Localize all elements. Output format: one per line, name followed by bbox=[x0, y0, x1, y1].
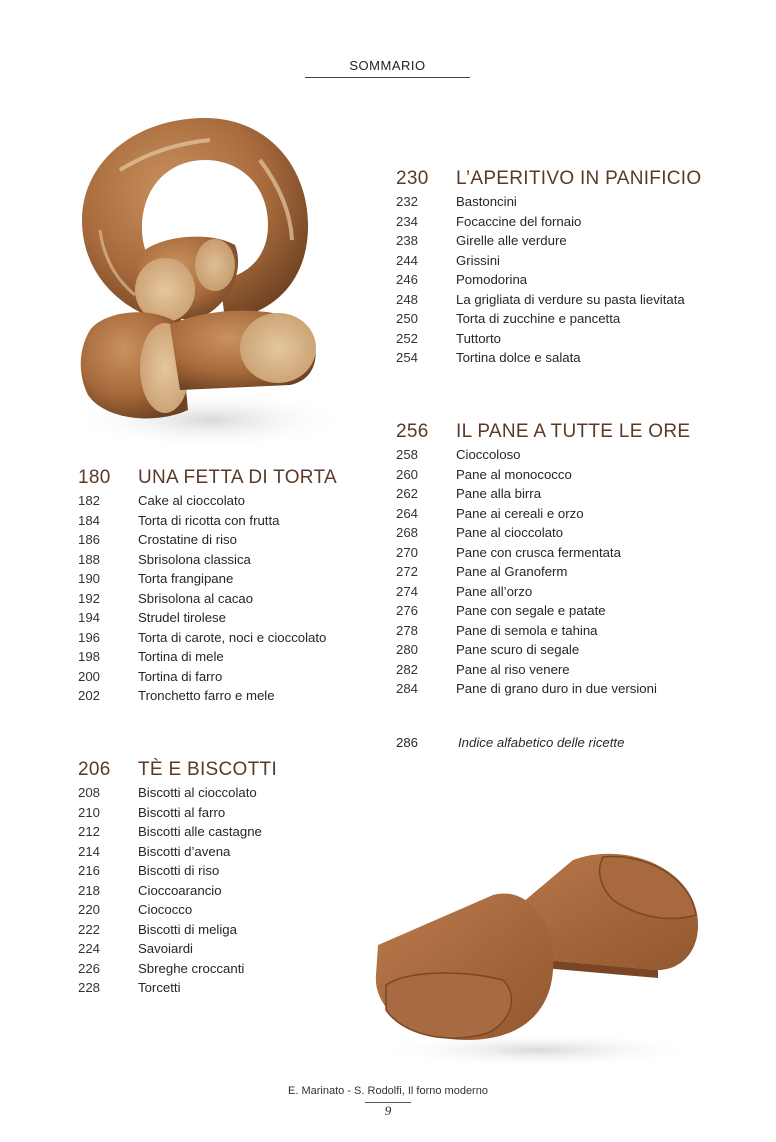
toc-page-number: 270 bbox=[396, 544, 419, 560]
toc-page-number: 246 bbox=[396, 272, 419, 287]
toc-title: Biscotti di riso bbox=[138, 863, 220, 878]
toc-title: Sbrisolona al cacao bbox=[138, 590, 254, 606]
toc-page-number: 280 bbox=[396, 642, 419, 657]
toc-entry bbox=[78, 647, 337, 667]
toc-title: Pane ai cereali e orzo bbox=[456, 505, 584, 521]
toc-title: Biscotti d’avena bbox=[138, 843, 231, 859]
toc-entry bbox=[396, 465, 690, 485]
page-number: 9 bbox=[384, 1103, 392, 1118]
toc-page-number: 284 bbox=[396, 681, 419, 696]
toc-page-number: 186 bbox=[78, 532, 101, 547]
toc-entry bbox=[78, 686, 337, 706]
section-page-number: 230 bbox=[396, 168, 429, 189]
toc-entry bbox=[396, 562, 690, 582]
toc-entry bbox=[78, 978, 277, 998]
toc-title: Biscotti alle castagne bbox=[138, 824, 262, 839]
toc-title: Strudel tirolese bbox=[138, 610, 226, 625]
toc-entry bbox=[396, 543, 690, 563]
toc-page-number: 272 bbox=[396, 564, 419, 579]
toc-page-number: 212 bbox=[78, 824, 101, 839]
toc-page-number: 216 bbox=[78, 863, 101, 878]
toc-title: Cioccoarancio bbox=[138, 882, 222, 898]
toc-page-number: 222 bbox=[78, 921, 101, 937]
toc-entry bbox=[78, 920, 277, 940]
toc-title: Ciococco bbox=[138, 902, 193, 917]
toc-entry bbox=[396, 660, 690, 680]
toc-page-number: 190 bbox=[78, 571, 101, 586]
toc-title: Focaccine del fornaio bbox=[456, 213, 582, 229]
toc-page-number: 198 bbox=[78, 649, 101, 664]
section-aperitivo-in-panificio bbox=[396, 168, 701, 368]
toc-entry bbox=[396, 290, 701, 310]
toc-entry bbox=[78, 959, 277, 979]
toc-page-number: 184 bbox=[78, 512, 101, 528]
index-page-number: 286 bbox=[396, 735, 419, 750]
toc-title: Sbrisolona classica bbox=[138, 551, 251, 567]
section-title: UNA FETTA DI TORTA bbox=[138, 467, 337, 488]
toc-page-number: 248 bbox=[396, 291, 419, 307]
toc-title: Savoiardi bbox=[138, 941, 193, 956]
footer-credit: E. Marinato - S. Rodolfi, Il forno moderno bbox=[288, 1085, 488, 1097]
toc-entry bbox=[78, 511, 337, 531]
toc-title: Cake al cioccolato bbox=[138, 493, 246, 508]
toc-page-number: 196 bbox=[78, 629, 101, 645]
toc-page-number: 268 bbox=[396, 525, 419, 540]
toc-page-number: 214 bbox=[78, 843, 101, 859]
toc-title: Crostatine di riso bbox=[138, 532, 237, 547]
toc-page-number: 182 bbox=[78, 493, 101, 508]
toc-entry bbox=[78, 881, 277, 901]
index-title: Indice alfabetico delle ricette bbox=[458, 735, 625, 750]
toc-title: Grissini bbox=[456, 252, 500, 268]
toc-page-number: 234 bbox=[396, 213, 419, 229]
section-heading bbox=[78, 759, 277, 781]
toc-title: Pane al monococco bbox=[456, 466, 572, 482]
toc-page-number: 188 bbox=[78, 551, 101, 567]
toc-page-number: 238 bbox=[396, 233, 419, 248]
toc-entry bbox=[396, 679, 690, 699]
section-heading bbox=[78, 467, 337, 489]
toc-title: Pane con segale e patate bbox=[456, 603, 606, 618]
toc-page-number: 276 bbox=[396, 603, 419, 618]
toc-title: Torcetti bbox=[138, 980, 181, 995]
toc-entry bbox=[396, 621, 690, 641]
toc-title: Torta di carote, noci e cioccolato bbox=[138, 629, 327, 645]
toc-entry bbox=[78, 861, 277, 881]
toc-entry bbox=[396, 523, 690, 543]
toc-title: Torta di ricotta con frutta bbox=[138, 512, 280, 528]
toc-page-number: 250 bbox=[396, 311, 419, 326]
toc-entry bbox=[396, 212, 701, 232]
toc-entry bbox=[396, 445, 690, 465]
toc-title: Pane di semola e tahina bbox=[456, 622, 598, 638]
toc-title: Pane scuro di segale bbox=[456, 642, 580, 657]
toc-title: Pane al riso venere bbox=[456, 661, 570, 677]
section-heading bbox=[396, 168, 701, 190]
toc-page-number: 252 bbox=[396, 330, 419, 346]
toc-title: Cioccoloso bbox=[456, 447, 521, 462]
toc-page-number: 244 bbox=[396, 252, 419, 268]
toc-page-number: 232 bbox=[396, 194, 419, 209]
toc-entry bbox=[396, 251, 701, 271]
toc-page-number: 282 bbox=[396, 661, 419, 677]
toc-entry bbox=[78, 491, 337, 511]
toc-entry bbox=[396, 484, 690, 504]
toc-page-number: 224 bbox=[78, 941, 101, 956]
toc-page-number: 210 bbox=[78, 804, 101, 820]
toc-page-number: 274 bbox=[396, 583, 419, 599]
biscuits-illustration bbox=[368, 845, 708, 1070]
toc-page-number: 194 bbox=[78, 610, 101, 625]
toc-entry bbox=[396, 270, 701, 290]
toc-title: Girelle alle verdure bbox=[456, 233, 567, 248]
toc-page-number: 226 bbox=[78, 960, 101, 976]
toc-page-number: 202 bbox=[78, 688, 101, 703]
toc-title: Pane all’orzo bbox=[456, 583, 533, 599]
toc-page-number: 260 bbox=[396, 466, 419, 482]
toc-entry bbox=[78, 822, 277, 842]
toc-title: Pomodorina bbox=[456, 272, 528, 287]
toc-title: Pane al Granoferm bbox=[456, 564, 568, 579]
toc-entry bbox=[78, 783, 277, 803]
toc-entry bbox=[396, 348, 701, 368]
section-pane-a-tutte-le-ore bbox=[396, 421, 690, 699]
section-title: L’APERITIVO IN PANIFICIO bbox=[456, 168, 702, 189]
toc-entry bbox=[396, 601, 690, 621]
toc-title: Pane alla birra bbox=[456, 486, 542, 501]
toc-entry bbox=[78, 667, 337, 687]
toc-title: Tuttorto bbox=[456, 330, 501, 346]
toc-entry bbox=[78, 530, 337, 550]
section-una-fetta-di-torta bbox=[78, 467, 337, 706]
section-page-number: 180 bbox=[78, 467, 111, 488]
toc-entry bbox=[396, 640, 690, 660]
toc-page-number: 254 bbox=[396, 350, 419, 365]
toc-page-number: 264 bbox=[396, 505, 419, 521]
toc-title: La grigliata di verdure su pasta lievitata bbox=[456, 291, 685, 307]
section-title: IL PANE A TUTTE LE ORE bbox=[456, 421, 691, 442]
toc-page-number: 220 bbox=[78, 902, 101, 917]
toc-title: Pane di grano duro in due versioni bbox=[456, 681, 657, 696]
toc-title: Pane con crusca fermentata bbox=[456, 544, 621, 560]
toc-page-number: 228 bbox=[78, 980, 101, 995]
toc-entry bbox=[396, 192, 701, 212]
toc-entry bbox=[78, 608, 337, 628]
toc-title: Biscotti al farro bbox=[138, 804, 226, 820]
toc-entry bbox=[78, 803, 277, 823]
toc-entry bbox=[78, 589, 337, 609]
toc-entry bbox=[396, 309, 701, 329]
toc-title: Torta di zucchine e pancetta bbox=[456, 311, 621, 326]
page-header-title: SOMMARIO bbox=[305, 58, 470, 78]
toc-page-number: 218 bbox=[78, 882, 101, 898]
bread-ring-illustration bbox=[60, 100, 350, 460]
toc-title: Tronchetto farro e mele bbox=[138, 688, 275, 703]
toc-entry bbox=[78, 842, 277, 862]
toc-entry bbox=[78, 900, 277, 920]
toc-title: Biscotti al cioccolato bbox=[138, 785, 257, 800]
toc-title: Biscotti di meliga bbox=[138, 921, 237, 937]
toc-entry bbox=[78, 550, 337, 570]
toc-title: Bastoncini bbox=[456, 194, 517, 209]
toc-entry bbox=[396, 231, 701, 251]
section-title: TÈ E BISCOTTI bbox=[138, 759, 278, 780]
toc-entry bbox=[396, 582, 690, 602]
toc-title: Tortina dolce e salata bbox=[456, 350, 581, 365]
toc-page-number: 262 bbox=[396, 486, 419, 501]
toc-entry bbox=[78, 628, 337, 648]
toc-title: Tortina di mele bbox=[138, 649, 224, 664]
toc-title: Tortina di farro bbox=[138, 668, 223, 684]
section-te-e-biscotti bbox=[78, 759, 277, 998]
toc-page-number: 192 bbox=[78, 590, 101, 606]
toc-title: Sbreghe croccanti bbox=[138, 960, 245, 976]
index-entry bbox=[396, 735, 624, 750]
section-page-number: 206 bbox=[78, 759, 111, 780]
toc-entry bbox=[396, 329, 701, 349]
toc-page-number: 200 bbox=[78, 668, 101, 684]
toc-entry bbox=[78, 569, 337, 589]
toc-page-number: 258 bbox=[396, 447, 419, 462]
section-heading bbox=[396, 421, 690, 443]
toc-page-number: 278 bbox=[396, 622, 419, 638]
section-page-number: 256 bbox=[396, 421, 429, 442]
toc-title: Torta frangipane bbox=[138, 571, 234, 586]
toc-entry bbox=[78, 939, 277, 959]
toc-page-number: 208 bbox=[78, 785, 101, 800]
toc-title: Pane al cioccolato bbox=[456, 525, 564, 540]
toc-entry bbox=[396, 504, 690, 524]
